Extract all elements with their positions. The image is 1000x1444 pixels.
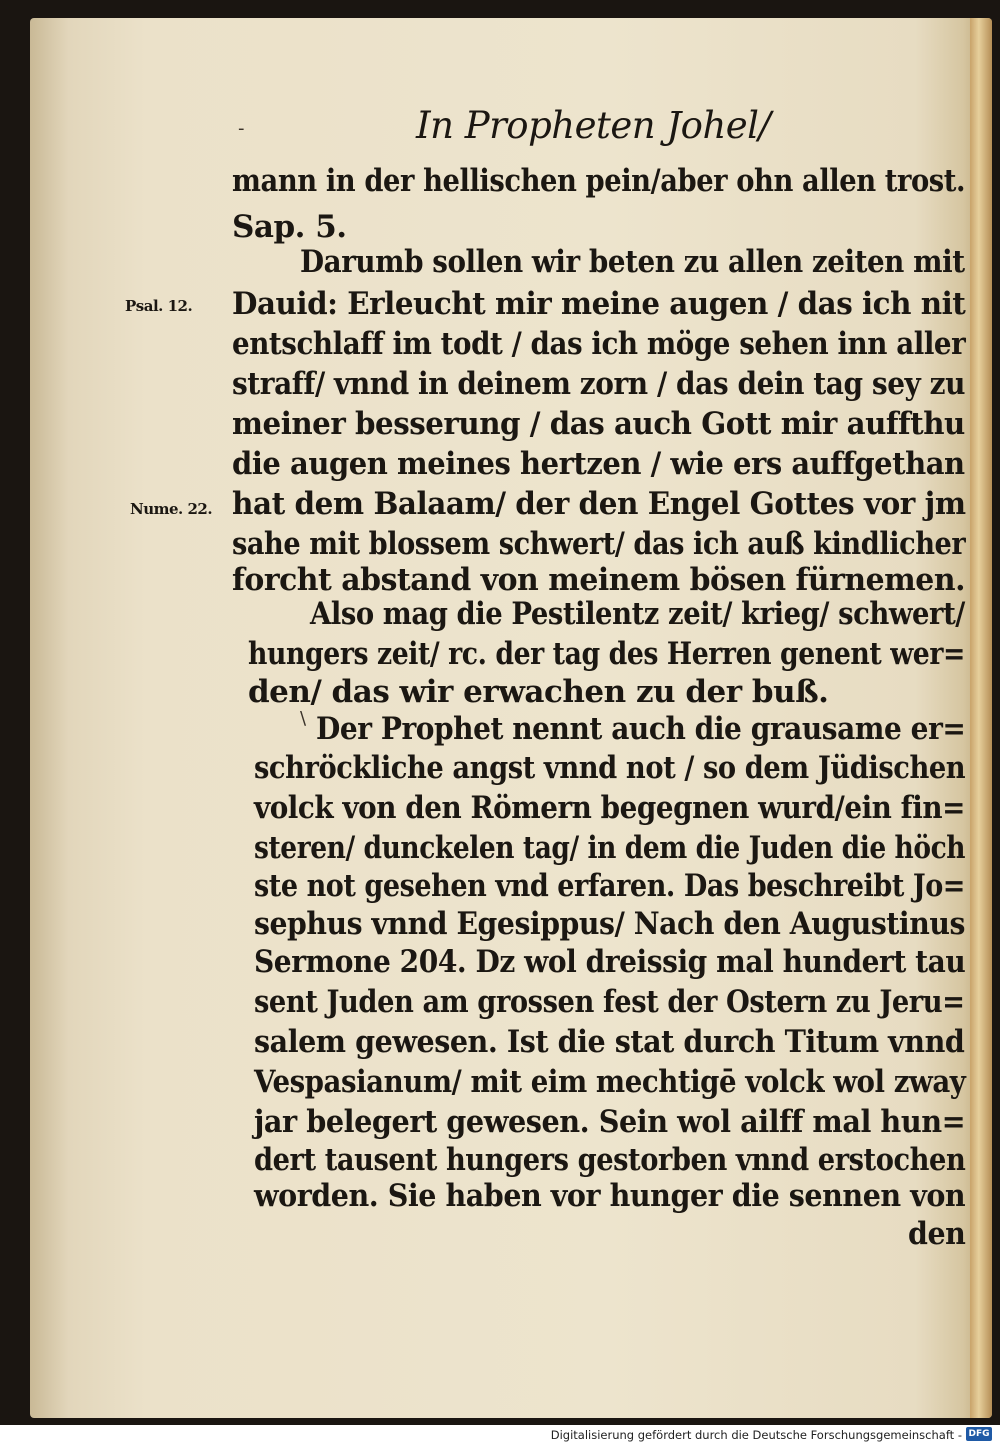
page-edge bbox=[970, 18, 992, 1418]
text-line: volck von den Römern begegnen wurd/ein fin= bbox=[254, 790, 965, 826]
text-line: Vespasianum/ mit eim mechtigē volck wol zway bbox=[254, 1064, 966, 1100]
dfg-logo: DFG bbox=[966, 1427, 992, 1441]
text-line: sephus vnnd Egesippus/ Nach den Augustinus bbox=[254, 906, 965, 942]
text-line: salem gewesen. Ist die stat durch Titum vnnd bbox=[254, 1024, 965, 1060]
text-line: steren/ dunckelen tag/ in dem die Juden die höch bbox=[254, 830, 966, 866]
text-line: jar belegert gewesen. Sein wol ailff mal hun= bbox=[254, 1104, 966, 1140]
footer-credit: Digitalisierung gefördert durch die Deutsche Forschungsgemeinschaft - bbox=[550, 1428, 962, 1442]
catchword: den bbox=[908, 1216, 966, 1252]
margin-mark: - bbox=[238, 118, 245, 139]
text-line: Also mag die Pestilentz zeit/ krieg/ schwert/ bbox=[310, 596, 965, 632]
text-line: dert tausent hungers gestorben vnnd erstochen bbox=[254, 1142, 966, 1178]
text-line: Sermone 204. Dz wol dreissig mal hundert tau bbox=[254, 944, 966, 980]
text-line: straff/ vnnd in deinem zorn / das dein tag sey zu bbox=[232, 366, 966, 402]
margin-note: Psal. 12. bbox=[125, 297, 193, 315]
text-line: meiner besserung / das auch Gott mir auffthu bbox=[232, 406, 965, 442]
text-line: forcht abstand von meinem bösen fürnemen. bbox=[232, 562, 965, 598]
text-line: entschlaff im todt / das ich möge sehen inn aller bbox=[232, 326, 966, 362]
text-line: mann in der hellischen pein/aber ohn allen trost. bbox=[232, 163, 966, 199]
text-line: Der Prophet nennt auch die grausame er= bbox=[316, 711, 966, 747]
text-line: ste not gesehen vnd erfaren. Das beschreibt Jo= bbox=[254, 868, 966, 904]
text-line: Sap. 5. bbox=[232, 209, 347, 245]
text-line: den/ das wir erwachen zu der buß. bbox=[248, 674, 829, 710]
margin-mark: \ bbox=[300, 708, 307, 729]
text-line: sahe mit blossem schwert/ das ich auß kindlicher bbox=[232, 526, 966, 562]
margin-note: Nume. 22. bbox=[130, 500, 213, 518]
text-line: sent Juden am grossen fest der Ostern zu Jeru= bbox=[254, 984, 965, 1020]
text-line: Dauid: Erleucht mir meine augen / das ich nit bbox=[232, 286, 966, 322]
text-line: Darumb sollen wir beten zu allen zeiten mit bbox=[300, 244, 965, 280]
text-line: hungers zeit/ rc. der tag des Herren genent wer= bbox=[248, 636, 965, 672]
text-line: hat dem Balaam/ der den Engel Gottes vor jm bbox=[232, 486, 966, 522]
running-head: In Propheten Johel/ bbox=[416, 104, 771, 147]
text-line: schröckliche angst vnnd not / so dem Jüdischen bbox=[254, 750, 966, 786]
text-line: die augen meines hertzen / wie ers auffgethan bbox=[232, 446, 965, 482]
text-line: worden. Sie haben vor hunger die sennen von bbox=[254, 1178, 966, 1214]
